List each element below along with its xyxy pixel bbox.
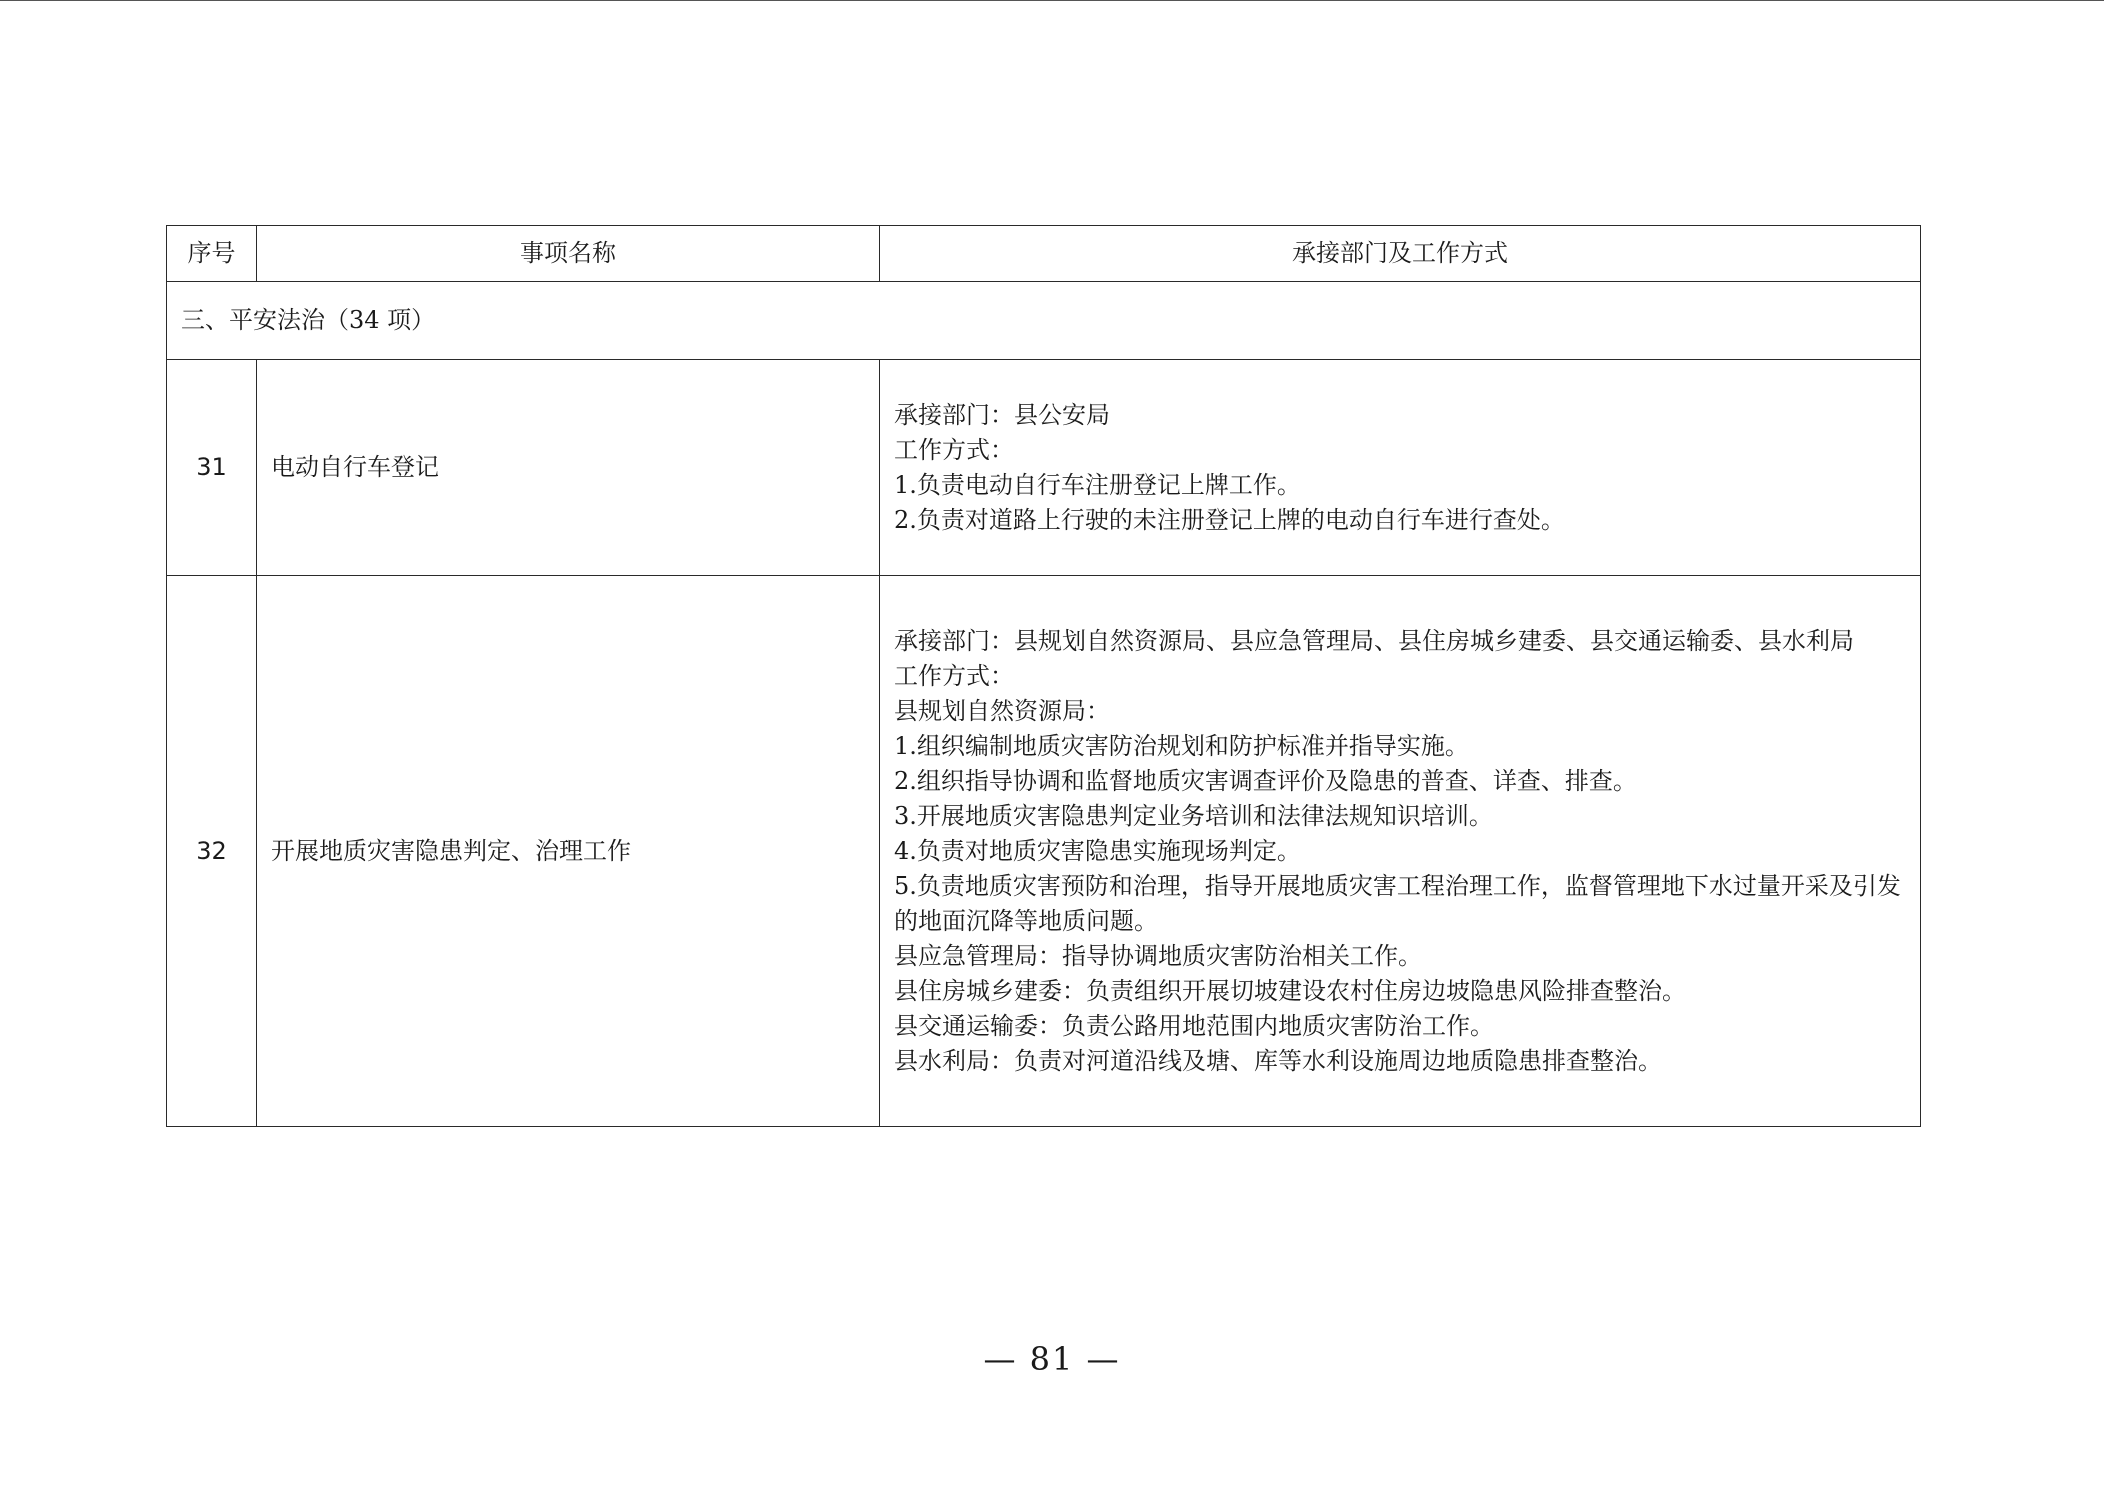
header-department-method: 承接部门及工作方式 <box>880 226 1921 282</box>
text-line: 1.负责电动自行车注册登记上牌工作。 <box>894 470 1301 499</box>
text-line: 县水利局：负责对河道沿线及塘、库等水利设施周边地质隐患排查整治。 <box>894 1046 1662 1075</box>
table-row <box>167 576 1921 1127</box>
text-line: 工作方式： <box>894 661 1014 690</box>
page-number: — 81 — <box>983 1340 1121 1378</box>
text-line: 县住房城乡建委：负责组织开展切坡建设农村住房边坡隐患风险排查整治。 <box>894 976 1686 1005</box>
text-line: 工作方式： <box>894 435 1014 464</box>
text-line: 2.负责对道路上行驶的未注册登记上牌的电动自行车进行查处。 <box>894 505 1565 534</box>
row-department-method <box>880 576 1921 1127</box>
row-number: 31 <box>167 360 257 576</box>
header-number: 序号 <box>167 226 257 282</box>
section-row <box>167 282 1921 360</box>
text-line: 2.组织指导协调和监督地质灾害调查评价及隐患的普查、详查、排查。 <box>894 766 1637 795</box>
row-number: 32 <box>167 576 257 1127</box>
items-table <box>166 225 1921 1127</box>
row-department-method <box>880 360 1921 576</box>
table-row <box>167 360 1921 576</box>
row-item-name: 开展地质灾害隐患判定、治理工作 <box>257 576 880 1127</box>
text-line: 1.组织编制地质灾害防治规划和防护标准并指导实施。 <box>894 731 1469 760</box>
header-item-name: 事项名称 <box>257 226 880 282</box>
text-line: 承接部门：县公安局 <box>894 400 1110 429</box>
text-line: 承接部门：县规划自然资源局、县应急管理局、县住房城乡建委、县交通运输委、县水利局 <box>894 626 1854 655</box>
text-line: 县应急管理局：指导协调地质灾害防治相关工作。 <box>894 941 1422 970</box>
section-title: 三、平安法治（34 项） <box>167 282 1921 360</box>
table-header-row <box>167 226 1921 282</box>
text-line: 5.负责地质灾害预防和治理，指导开展地质灾害工程治理工作，监督管理地下水过量开采及引发的地面沉降等地质问题。 <box>894 871 1901 935</box>
page-top-border <box>0 0 2104 1</box>
row-item-name: 电动自行车登记 <box>257 360 880 576</box>
text-line: 县交通运输委：负责公路用地范围内地质灾害防治工作。 <box>894 1011 1494 1040</box>
text-line: 县规划自然资源局： <box>894 696 1110 725</box>
text-line: 3.开展地质灾害隐患判定业务培训和法律法规知识培训。 <box>894 801 1493 830</box>
text-line: 4.负责对地质灾害隐患实施现场判定。 <box>894 836 1301 865</box>
